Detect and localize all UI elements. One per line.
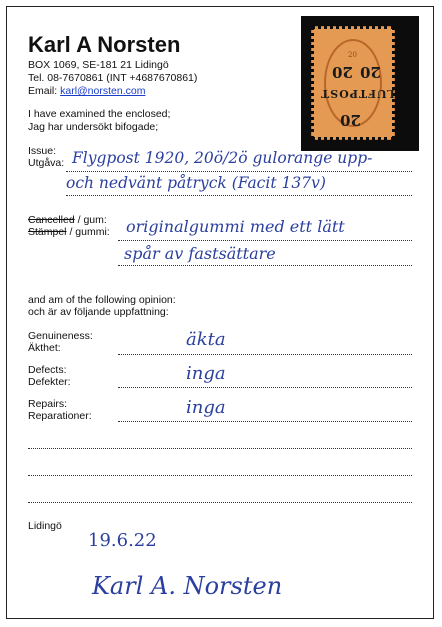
date-handwriting: 19.6.22 bbox=[88, 530, 157, 551]
gum-handwriting-2: spår av fastsättare bbox=[124, 244, 276, 263]
blank-dotted-line-1 bbox=[28, 448, 412, 449]
place-label: Lidingö bbox=[28, 520, 62, 532]
defects-label-en: Defects: bbox=[28, 364, 67, 376]
gum-label-en-rest: / gum: bbox=[74, 214, 107, 226]
blank-dotted-line-3 bbox=[28, 502, 412, 503]
issuer-email-row bbox=[28, 85, 145, 97]
repairs-label-en: Repairs: bbox=[28, 398, 68, 410]
email-label: Email: bbox=[28, 85, 58, 97]
repairs-handwriting: inga bbox=[186, 397, 226, 418]
overprint-value-top: 20 bbox=[332, 63, 353, 81]
cancelled-struck: Cancelled bbox=[28, 214, 75, 226]
genuineness-handwriting: äkta bbox=[186, 329, 226, 350]
issuer-name: Karl A Norsten bbox=[28, 32, 181, 57]
gum-dotted-line-1 bbox=[118, 240, 412, 241]
overprint-value-top-right: 20 bbox=[360, 63, 381, 81]
issue-dotted-line-1 bbox=[66, 171, 412, 172]
overprint-value-bottom: 20 bbox=[340, 111, 361, 129]
gum-dotted-line-2 bbox=[118, 265, 412, 266]
email-link[interactable]: karl@norsten.com bbox=[60, 85, 146, 97]
opinion-line-sv: och är av följande uppfattning: bbox=[28, 306, 169, 318]
blank-dotted-line-2 bbox=[28, 475, 412, 476]
defects-handwriting: inga bbox=[186, 363, 226, 384]
issuer-phone: Tel. 08-7670861 (INT +4687670861) bbox=[28, 72, 198, 84]
repairs-label-sv: Reparationer: bbox=[28, 410, 92, 422]
gum-label-sv-rest: / gummi: bbox=[66, 226, 110, 238]
opinion-line-en: and am of the following opinion: bbox=[28, 294, 176, 306]
issue-handwriting-2: och nedvänt påtryck (Facit 137v) bbox=[66, 174, 326, 192]
defects-dotted-line bbox=[118, 387, 412, 388]
issuer-address: BOX 1069, SE-181 21 Lidingö bbox=[28, 59, 169, 71]
repairs-dotted-line bbox=[118, 421, 412, 422]
gum-handwriting-1: originalgummi med ett lätt bbox=[126, 217, 345, 236]
gum-label-sv bbox=[28, 226, 110, 238]
issue-label-en: Issue: bbox=[28, 145, 57, 157]
stamp-small-value: 20 bbox=[348, 51, 357, 59]
intro-line-sv: Jag har undersökt bifogade; bbox=[28, 121, 159, 133]
signature: Karl A. Norsten bbox=[92, 572, 283, 600]
intro-line-en: I have examined the enclosed; bbox=[28, 108, 171, 120]
issue-label-sv: Utgåva: bbox=[28, 157, 65, 169]
stamp-image bbox=[311, 26, 395, 140]
issue-dotted-line-2 bbox=[66, 195, 412, 196]
gum-label-en bbox=[28, 214, 107, 226]
genuineness-label-en: Genuineness: bbox=[28, 330, 93, 342]
overprint-text: LUFTPOST bbox=[320, 87, 395, 100]
defects-label-sv: Defekter: bbox=[28, 376, 71, 388]
stampel-struck: Stämpel bbox=[28, 226, 67, 238]
genuineness-dotted-line bbox=[118, 354, 412, 355]
genuineness-label-sv: Äkthet: bbox=[28, 342, 61, 354]
issue-handwriting-1: Flygpost 1920, 20ö/2ö gulorange upp- bbox=[72, 149, 373, 167]
